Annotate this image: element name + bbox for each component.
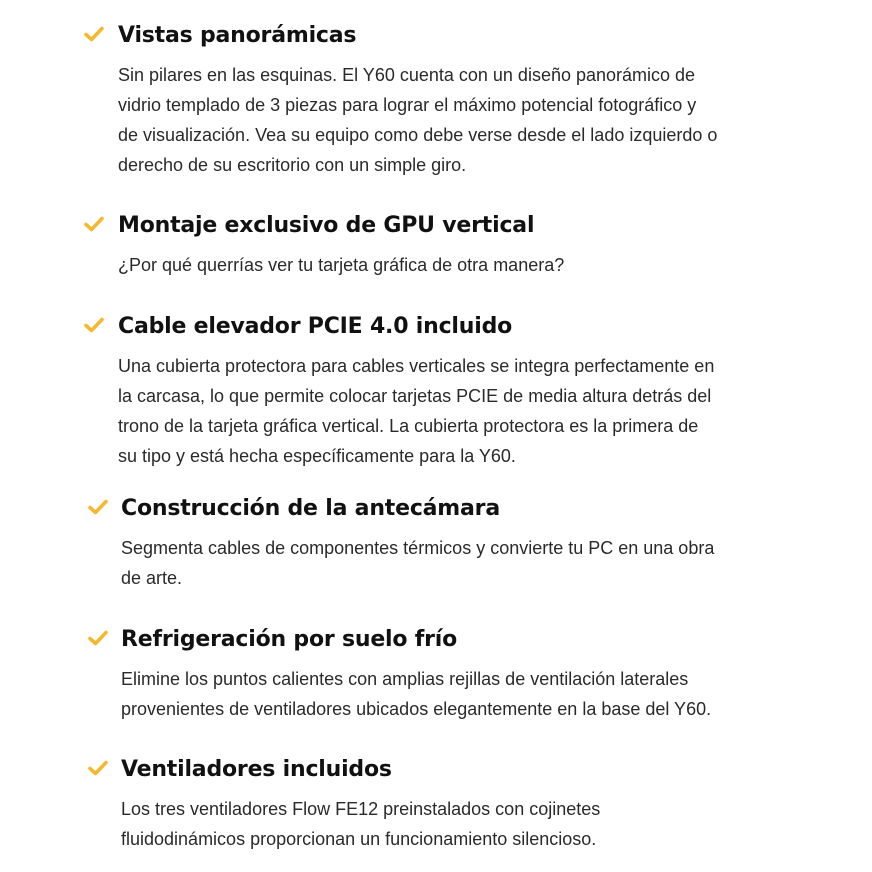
description-line: la carcasa, lo que permite colocar tarjetas PCIE de media altura detrás del: [118, 386, 712, 406]
feature-item-included-fans: [0, 756, 872, 849]
description-line: fluidodinámicos proporcionan un funcionamiento silencioso.: [121, 829, 597, 849]
feature-title: Refrigeración por suelo frío: [121, 627, 458, 652]
description-line: Una cubierta protectora para cables verticales se integra perfectamente en: [118, 356, 715, 376]
feature-description: [118, 60, 798, 180]
description-line: Segmenta cables de componentes térmicos y convierte tu PC en una obra: [121, 538, 715, 558]
feature-title: Ventiladores incluidos: [121, 757, 392, 782]
feature-header: [0, 313, 872, 343]
description-line: ¿Por qué querrías ver tu tarjeta gráfica de otra manera?: [118, 255, 565, 275]
feature-description: [118, 351, 798, 471]
checkmark-icon: [88, 760, 108, 776]
checkmark-icon: [84, 216, 104, 232]
description-line: derecho de su escritorio con un simple giro.: [118, 155, 467, 175]
checkmark-icon: [84, 317, 104, 333]
feature-description: [118, 250, 798, 280]
description-line: trono de la tarjeta gráfica vertical. La cubierta protectora es la primera de: [118, 416, 699, 436]
feature-item-panoramic-views: [0, 22, 872, 175]
description-line: Elimine los puntos calientes con amplias rejillas de ventilación laterales: [121, 669, 689, 689]
feature-description: [121, 533, 801, 593]
feature-header: [0, 22, 872, 52]
feature-item-pcie-riser-cable: [0, 313, 872, 466]
feature-item-antechamber-construction: [0, 495, 872, 588]
description-line: Los tres ventiladores Flow FE12 preinstalados con cojinetes: [121, 799, 601, 819]
description-line: su tipo y está hecha específicamente para la Y60.: [118, 446, 516, 466]
feature-description: [121, 794, 801, 854]
feature-item-vertical-gpu-mount: [0, 212, 872, 275]
feature-title: Vistas panorámicas: [118, 23, 357, 48]
feature-title: Montaje exclusivo de GPU vertical: [118, 213, 535, 238]
description-line: de visualización. Vea su equipo como debe verse desde el lado izquierdo o: [118, 125, 718, 145]
description-line: de arte.: [121, 568, 183, 588]
checkmark-icon: [84, 26, 104, 42]
feature-description: [121, 664, 801, 724]
feature-header: [0, 626, 872, 656]
feature-item-cold-floor-cooling: [0, 626, 872, 719]
checkmark-icon: [88, 630, 108, 646]
checkmark-icon: [88, 499, 108, 515]
feature-header: [0, 212, 872, 242]
description-line: vidrio templado de 3 piezas para lograr el máximo potencial fotográfico y: [118, 95, 697, 115]
feature-header: [0, 495, 872, 525]
description-line: provenientes de ventiladores ubicados elegantemente en la base del Y60.: [121, 699, 712, 719]
description-line: Sin pilares en las esquinas. El Y60 cuenta con un diseño panorámico de: [118, 65, 696, 85]
feature-title: Cable elevador PCIE 4.0 incluido: [118, 314, 513, 339]
feature-title: Construcción de la antecámara: [121, 496, 500, 521]
feature-header: [0, 756, 872, 786]
